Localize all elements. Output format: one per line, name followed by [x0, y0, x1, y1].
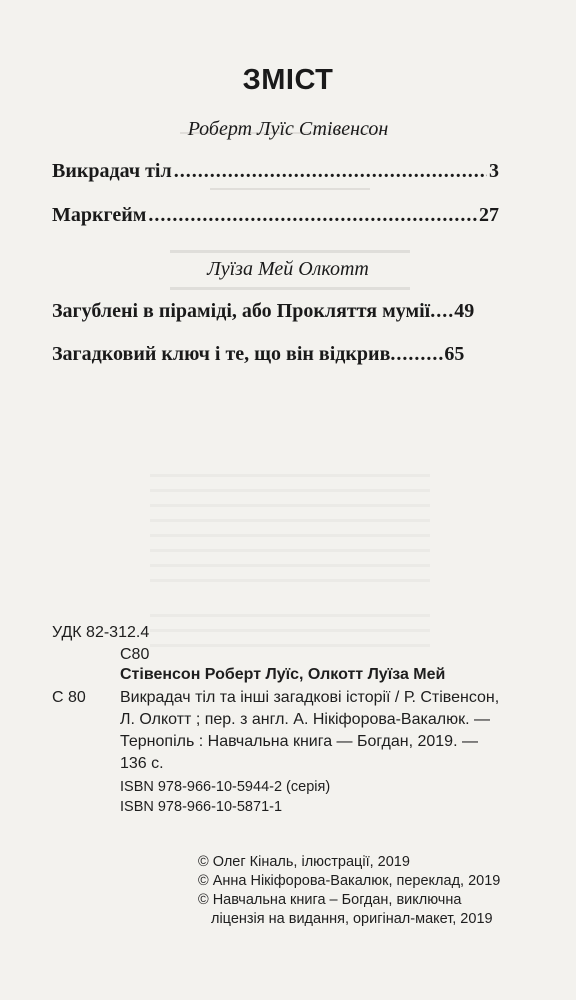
- copyright-line: ліцензія на видання, оригінал-макет, 2019: [211, 911, 493, 927]
- toc-entry: [52, 204, 499, 227]
- author-mark: С80: [120, 646, 150, 663]
- toc-entry-page: 27: [479, 204, 499, 226]
- catalog-description-line: 136 с.: [120, 755, 164, 772]
- page-title: ЗМІСТ: [242, 64, 334, 96]
- catalog-heading: Стівенсон Роберт Луїс, Олкотт Луїза Мей: [120, 666, 446, 683]
- author-stevenson: Роберт Луїс Стівенсон: [187, 118, 389, 140]
- catalog-index: С 80: [52, 689, 86, 706]
- copyright-line: © Навчальна книга – Богдан, виключна: [198, 892, 462, 908]
- isbn: ISBN 978-966-10-5871-1: [120, 799, 283, 815]
- toc-entry-page: 65: [444, 343, 465, 365]
- udk-code: УДК 82-312.4: [52, 624, 150, 641]
- leader-dots: ....: [430, 300, 455, 322]
- toc-entry-title: Викрадач тіл: [52, 160, 172, 182]
- copyright-line: © Олег Кіналь, ілюстрації, 2019: [198, 854, 410, 870]
- toc-entry: [52, 300, 499, 323]
- toc-entry: [52, 160, 499, 183]
- catalog-description-line: Викрадач тіл та інші загадкові історії / Р. Стівенсон,: [120, 689, 500, 706]
- toc-entry: [52, 343, 499, 366]
- toc-entry-page: 3: [489, 160, 499, 182]
- leader-dots: .........: [390, 343, 445, 365]
- copyright-line: © Анна Нікіфорова-Вакалюк, переклад, 2019: [198, 873, 501, 889]
- isbn-series: ISBN 978-966-10-5944-2 (серія): [120, 779, 331, 795]
- catalog-description-line: Л. Олкотт ; пер. з англ. А. Нікіфорова-Вакалюк. —: [120, 711, 490, 728]
- author-alcott: Луїза Мей Олкотт: [207, 258, 369, 280]
- toc-entry-title: Загублені в піраміді, або Прокляття мумії: [52, 300, 431, 322]
- leader-dots: [174, 160, 487, 183]
- toc-entry-title: Загадковий ключ і те, що він відкрив: [52, 343, 391, 365]
- leader-dots: [148, 204, 477, 227]
- toc-entry-title: Маркгейм: [52, 204, 147, 226]
- toc-entry-page: 49: [454, 300, 475, 322]
- catalog-description-line: Тернопіль : Навчальна книга — Богдан, 2019. —: [120, 733, 478, 750]
